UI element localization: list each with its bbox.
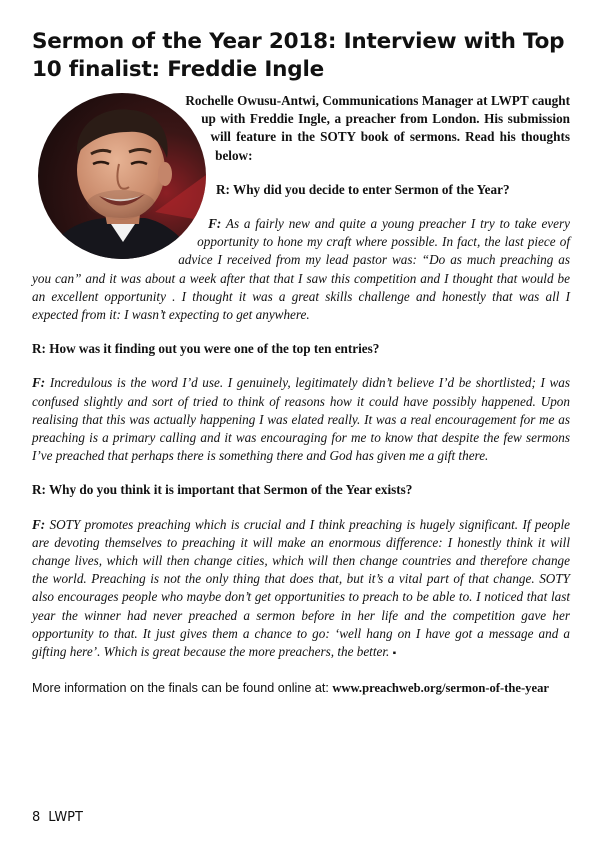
interview-answer-2 bbox=[32, 374, 570, 465]
interview-answer-3 bbox=[32, 516, 570, 664]
more-info-link[interactable]: www.preachweb.org/sermon-of-the-year bbox=[332, 681, 549, 696]
answer-text: As a fairly new and quite a young preacher I try to take every opportunity to hone my craft where possible. In fact, the last piece of advice I received from my lead pastor was: “Do as much preaching as you can” and it was about a week after that that I saw this competition and I thought that would be an excellent opportunity . I thought it was a great skills challenge and honestly that was all I expected from it: I wasn’t expecting to get anywhere. bbox=[32, 216, 570, 323]
interview-question-1: R: Why did you decide to enter Sermon of the Year? bbox=[216, 181, 510, 197]
answer-text: Incredulous is the word I’d use. I genuinely, legitimately didn’t believe I’d be shortlisted; I was confused slightly and sort of tried to think of reasons how it could have possibly happened. Upon realising that this was actually happening I was elated really. It was a real encouragement for me as preaching is a primary calling and it was encouraging for me to know that despite the few sermons I’ve preached that perhaps there is something there and God has given me a gift there. bbox=[32, 375, 570, 464]
answer-speaker-label: F: bbox=[32, 375, 46, 391]
more-info-text: More information on the finals can be found online at: bbox=[32, 681, 333, 696]
answer-speaker-label: F: bbox=[32, 516, 46, 532]
portrait-photo bbox=[35, 92, 210, 260]
article-title: Sermon of the Year 2018: Interview with Top 10 finalist: Freddie Ingle bbox=[32, 29, 565, 82]
more-info-line bbox=[32, 679, 570, 697]
page-footer bbox=[32, 810, 83, 825]
answer-text: SOTY promotes preaching which is crucial and I think preaching is hugely significant. If people are devoting themselves to preaching it will make an enormous difference: I honestly think it will change lives, which will then change cities, which will then change countries and therefore change the world. Preaching is not the only thing that does that, but it’s a vital part of that change. SOTY also encourages people who maybe don’t get opportunities to preach to be able to. I noticed that last year the winner had never preached a sermon before in her life and the competition gave her opportunity to that. It just gives them a chance to go: ‘well hang on I have got a message and a gifting here’. Which is great because the more preachers, the better. bbox=[32, 516, 570, 660]
interview-question-3: R: Why do you think it is important that Sermon of the Year exists? bbox=[32, 482, 413, 498]
article-intro: Rochelle Owusu-Antwi, Communications Manager at LWPT caught up with Freddie Ingle, a preacher from London. His submission will feature in the SOTY book of sermons. Read his thoughts below: bbox=[185, 93, 570, 163]
interviewee-portrait bbox=[35, 92, 210, 260]
answer-speaker-label: F: bbox=[208, 216, 222, 232]
interview-question-2: R: How was it finding out you were one of the top ten entries? bbox=[32, 341, 380, 357]
article-body bbox=[32, 92, 570, 697]
end-of-article-mark: ▪ bbox=[392, 648, 397, 660]
publication-name: LWPT bbox=[48, 810, 83, 825]
page-number: 8 bbox=[32, 810, 41, 825]
